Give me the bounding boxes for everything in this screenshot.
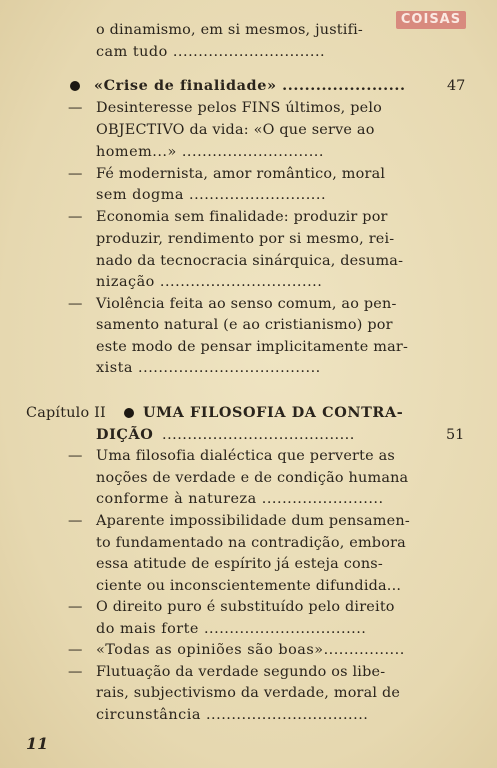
toc-line: conforme à natureza ........................ xyxy=(96,491,384,507)
toc-line: nado da tecnocracia sinárquica, desuma- xyxy=(96,253,404,269)
watermark-logo: COISAS xyxy=(396,11,466,29)
toc-line: cam tudo .............................. xyxy=(96,44,326,60)
toc-line: nização ................................ xyxy=(96,274,323,290)
toc-line: sem dogma ........................... xyxy=(96,187,327,203)
toc-line: do mais forte ................................ xyxy=(96,621,367,637)
chapter-title: UMA FILOSOFIA DA CONTRA- xyxy=(143,404,404,421)
toc-line: samento natural (e ao cristianismo) por xyxy=(96,317,393,333)
page-number: 11 xyxy=(26,734,49,753)
toc-line: homem...» ............................ xyxy=(96,144,324,160)
toc-line: o dinamismo, em si mesmos, justifi- xyxy=(96,22,363,38)
dash-icon: — xyxy=(68,599,83,615)
toc-line: O direito puro é substituído pelo direito xyxy=(96,599,395,615)
toc-page-number: 47 xyxy=(447,78,466,94)
toc-dots: ...................................... xyxy=(162,427,355,443)
toc-line: Economia sem finalidade: produzir por xyxy=(96,209,388,225)
toc-page-number: 51 xyxy=(446,427,465,443)
toc-line: Uma filosofia dialéctica que perverte as xyxy=(96,448,395,464)
toc-line: essa atitude de espírito já esteja cons- xyxy=(96,556,383,572)
toc-line: Flutuação da verdade segundo os libe- xyxy=(96,664,386,680)
dash-icon: — xyxy=(68,513,83,529)
toc-line: ciente ou inconscientemente difundida... xyxy=(96,578,402,594)
toc-line: Violência feita ao senso comum, ao pen- xyxy=(96,296,397,312)
dash-icon: — xyxy=(68,296,83,312)
dash-icon: — xyxy=(68,100,83,116)
toc-line: «Todas as opiniões são boas»................ xyxy=(96,642,405,658)
bullet-icon xyxy=(70,81,80,91)
toc-line: to fundamentado na contradição, embora xyxy=(96,535,406,551)
toc-line: noções de verdade e de condição humana xyxy=(96,470,409,486)
dash-icon: — xyxy=(68,448,83,464)
dash-icon: — xyxy=(68,166,83,182)
toc-line: Aparente impossibilidade dum pensamen- xyxy=(96,513,410,529)
toc-line: xista .................................... xyxy=(96,360,321,376)
toc-line: produzir, rendimento por si mesmo, rei- xyxy=(96,231,395,247)
toc-section-title: «Crise de finalidade» ...................... xyxy=(94,77,406,94)
dash-icon: — xyxy=(68,642,83,658)
toc-line: OBJECTIVO da vida: «O que serve ao xyxy=(96,122,375,138)
chapter-title-cont: DIÇÃO xyxy=(96,426,154,443)
toc-line: este modo de pensar implicitamente mar- xyxy=(96,339,409,355)
toc-line: Desinteresse pelos FINS últimos, pelo xyxy=(96,100,383,116)
toc-line: circunstância ................................ xyxy=(96,707,369,723)
toc-line: rais, subjectivismo da verdade, moral de xyxy=(96,685,401,701)
toc-line: Fé modernista, amor romântico, moral xyxy=(96,166,386,182)
chapter-label: Capítulo II xyxy=(26,405,106,421)
dash-icon: — xyxy=(68,209,83,225)
bullet-icon xyxy=(124,408,134,418)
dash-icon: — xyxy=(68,664,83,680)
